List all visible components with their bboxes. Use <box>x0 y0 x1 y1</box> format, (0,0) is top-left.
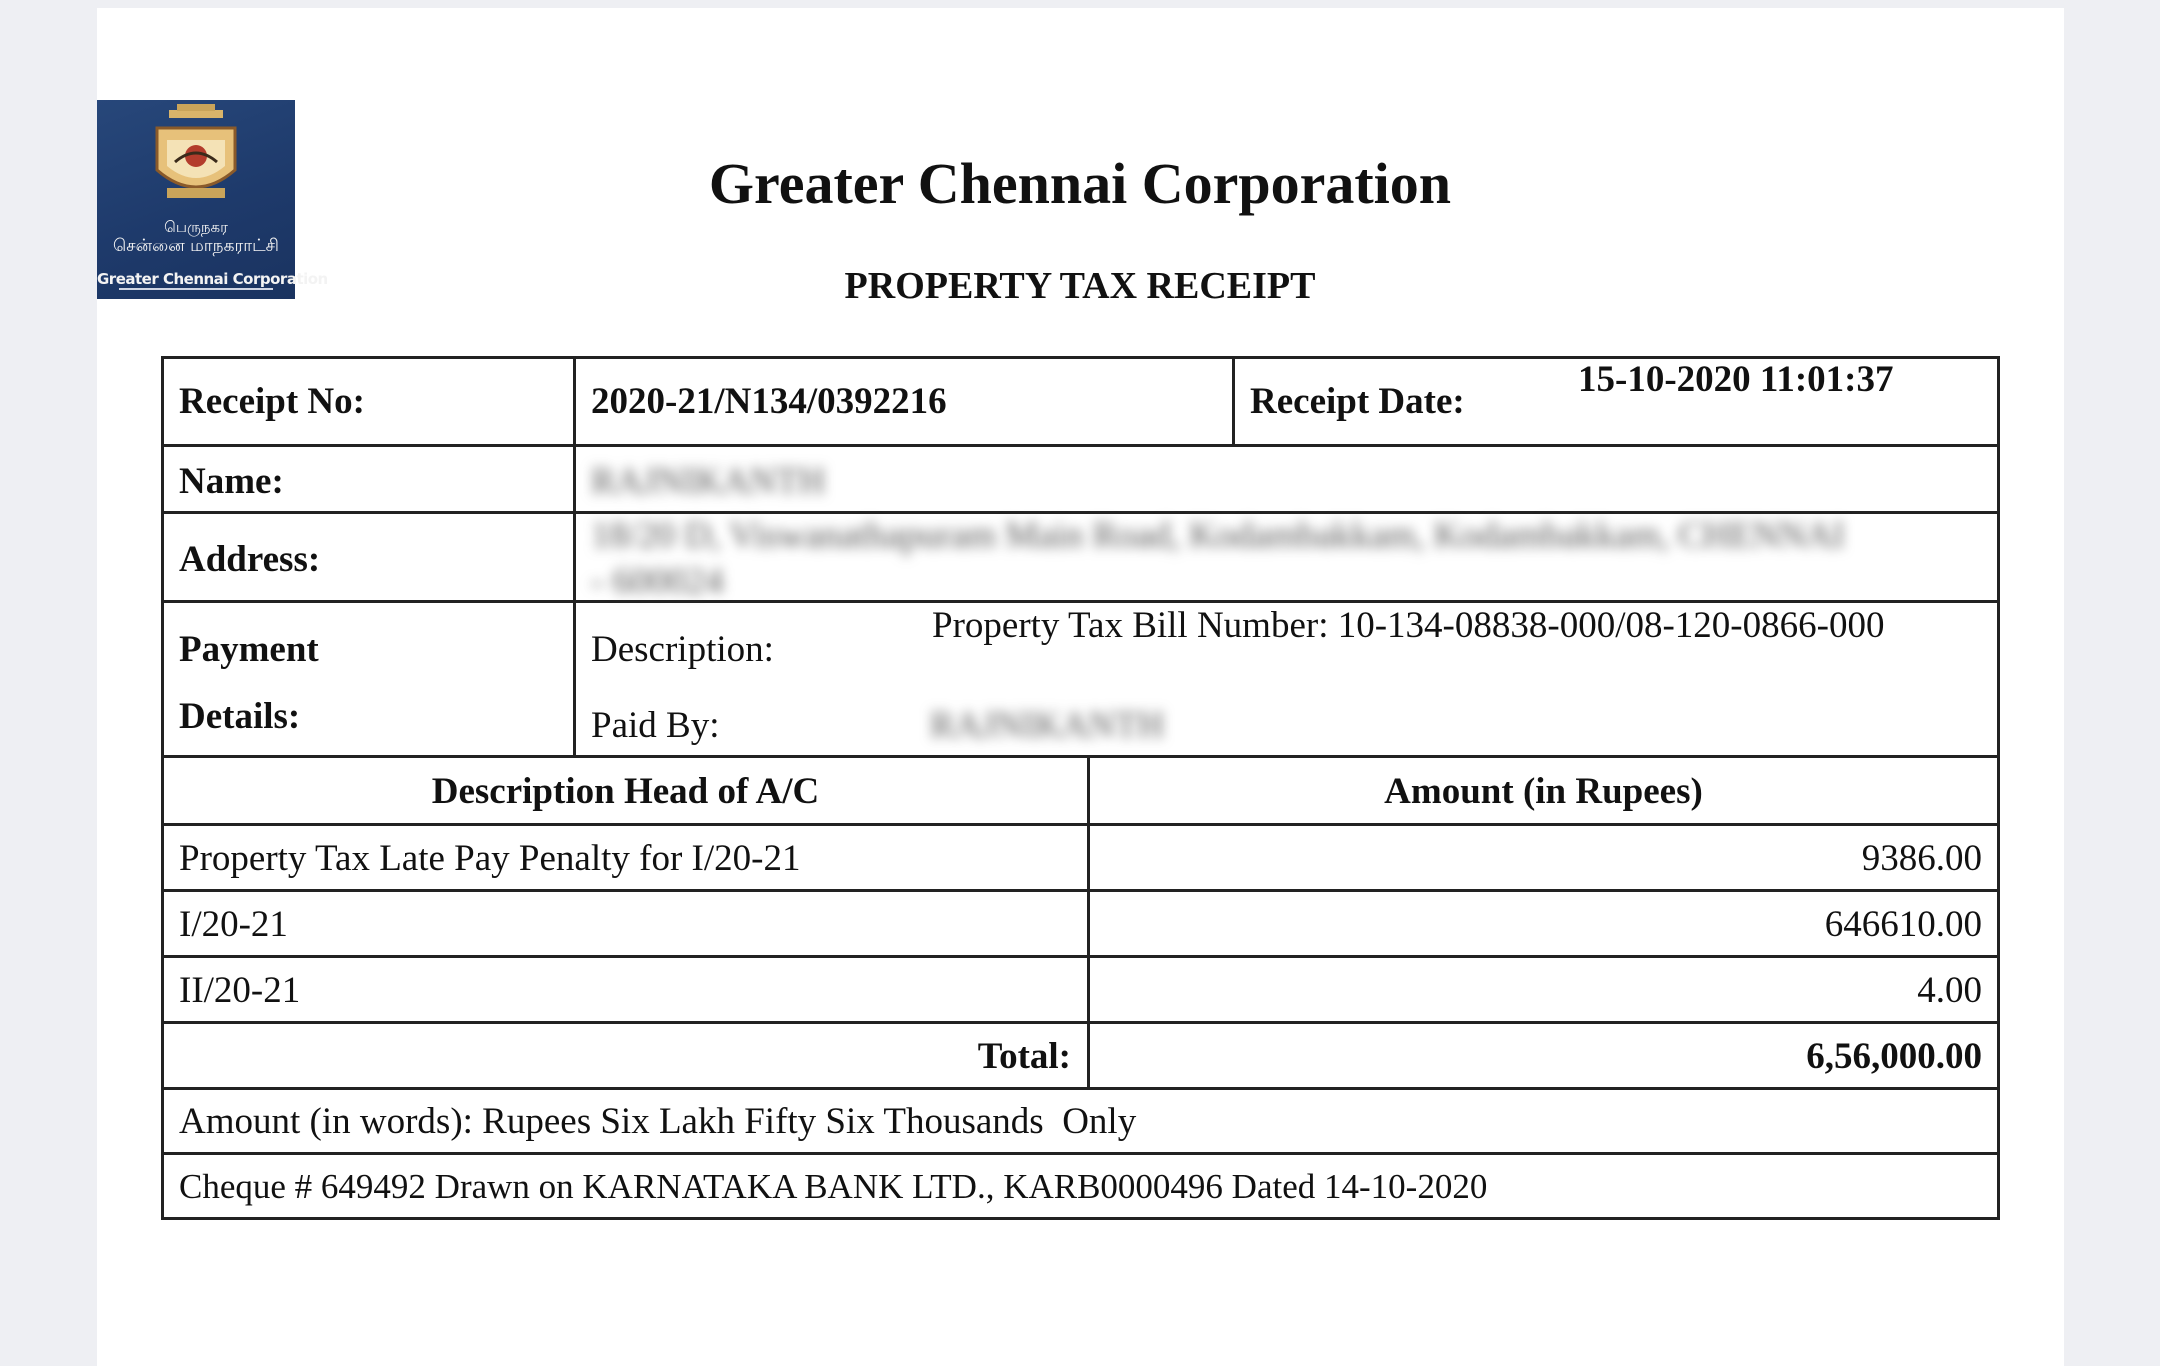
logo-tamil-line1: பெருநகர <box>164 218 228 236</box>
table-row-amount: 9386.00 <box>1861 838 1982 879</box>
receipt-date-value: 15-10-2020 11:01:37 <box>1578 359 1894 400</box>
table-row-amount: 4.00 <box>1917 970 1982 1011</box>
receipt-date-label: Receipt Date: <box>1250 381 1465 422</box>
paid-by-label: Paid By: <box>591 705 720 746</box>
column-header-description: Description Head of A/C <box>431 771 820 812</box>
payment-details-label-line2: Details: <box>179 696 301 737</box>
description-value: Property Tax Bill Number: 10-134-08838-000/08-120-0866-000 <box>932 605 1885 646</box>
table-row-desc: II/20-21 <box>179 970 301 1011</box>
total-amount: 6,56,000.00 <box>1806 1036 1982 1077</box>
table-row-amount: 646610.00 <box>1824 904 1982 945</box>
address-line1-redacted: 18/20 D, Viswanathapuram Main Road, Kodambakkam, Kodambakkam, CHENNAI <box>591 515 1845 556</box>
receipt-no-value: 2020-21/N134/0392216 <box>591 381 947 422</box>
table-border-bottom <box>161 1217 2000 1220</box>
payment-details-label-line1: Payment <box>179 629 319 670</box>
logo-tamil-line2: சென்னை மாநகராட்சி <box>113 236 279 256</box>
paid-by-value-redacted: RAJNIKANTH <box>930 705 1165 746</box>
row-divider <box>161 955 2000 958</box>
total-label: Total: <box>977 1036 1071 1077</box>
row-divider <box>161 444 2000 447</box>
row-divider <box>161 511 2000 514</box>
address-line2-redacted: - 600024 <box>591 561 724 602</box>
document-title: PROPERTY TAX RECEIPT <box>844 265 1316 307</box>
label-column-divider <box>573 356 576 756</box>
column-header-amount: Amount (in Rupees) <box>1384 771 1703 812</box>
address-label: Address: <box>179 539 321 580</box>
row-divider <box>161 1021 2000 1024</box>
logo-english-text: Greater Chennai Corporation <box>97 270 328 288</box>
table-border-right <box>1997 356 2000 1220</box>
row-divider <box>161 600 2000 603</box>
table-row-desc: Property Tax Late Pay Penalty for I/20-21 <box>179 838 801 879</box>
row-divider <box>161 755 2000 758</box>
row-divider <box>161 823 2000 826</box>
row-divider <box>161 1152 2000 1155</box>
name-value-redacted: RAJNIKANTH <box>591 461 826 502</box>
receipt-no-label: Receipt No: <box>179 381 365 422</box>
receipt-date-divider <box>1232 356 1235 446</box>
organization-title: Greater Chennai Corporation <box>708 151 1452 216</box>
description-label: Description: <box>591 629 774 670</box>
row-divider <box>161 1087 2000 1090</box>
cheque-details: Cheque # 649492 Drawn on KARNATAKA BANK LTD., KARB0000496 Dated 14-10-2020 <box>179 1167 1488 1206</box>
amount-in-words: Amount (in words): Rupees Six Lakh Fifty Six Thousands Only <box>179 1101 1137 1142</box>
row-divider <box>161 889 2000 892</box>
table-row-desc: I/20-21 <box>179 904 288 945</box>
name-label: Name: <box>179 461 284 502</box>
gcc-logo <box>97 100 328 299</box>
